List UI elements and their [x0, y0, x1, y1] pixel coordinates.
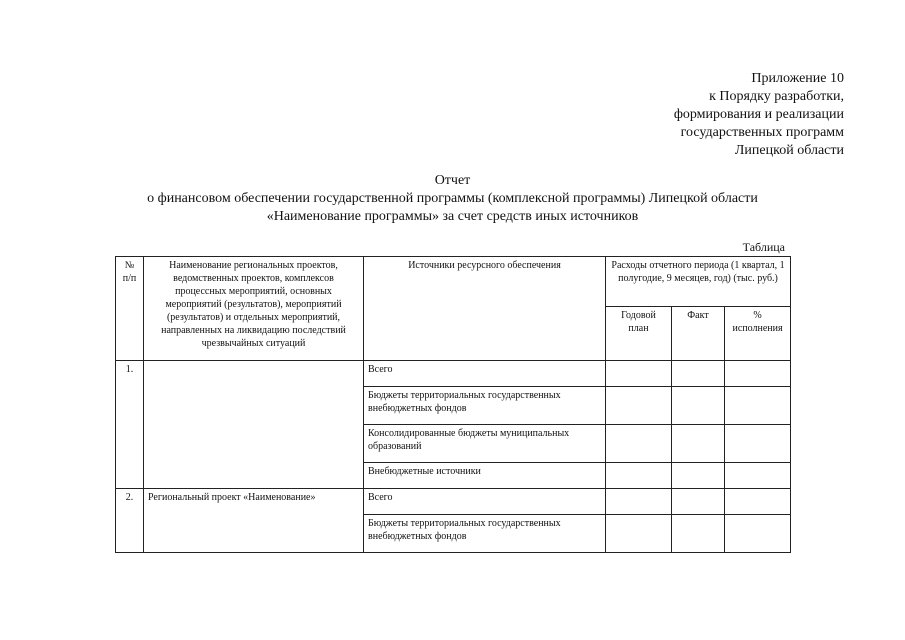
- report-title-line1: Отчет: [434, 173, 471, 188]
- cell-percent: [725, 361, 791, 387]
- cell-annual-plan: [606, 387, 672, 425]
- header-fact: Факт: [672, 307, 725, 361]
- header-percent: % исполнения: [725, 307, 791, 361]
- table-caption: Таблица: [742, 240, 785, 254]
- row-source: Всего: [364, 489, 606, 515]
- cell-annual-plan: [606, 425, 672, 463]
- header-sources: Источники ресурсного обеспечения: [364, 257, 606, 361]
- cell-percent: [725, 463, 791, 489]
- row-source: Бюджеты территориальных государственных внебюджетных фондов: [364, 387, 606, 425]
- header-num: № п/п: [116, 257, 144, 361]
- header-expenses: Расходы отчетного периода (1 квартал, 1 полугодие, 9 месяцев, год) (тыс. руб.): [606, 257, 791, 307]
- header-annual-plan: Годовой план: [606, 307, 672, 361]
- cell-annual-plan: [606, 463, 672, 489]
- appendix-line: Приложение 10: [751, 71, 844, 86]
- row-source: Консолидированные бюджеты муниципальных образований: [364, 425, 606, 463]
- appendix-block: [674, 70, 844, 160]
- row-num: 1.: [116, 361, 144, 489]
- appendix-line: государственных программ: [680, 125, 844, 140]
- cell-fact: [672, 425, 725, 463]
- row-source: Внебюджетные источники: [364, 463, 606, 489]
- table-row: [116, 361, 791, 387]
- appendix-line: к Порядку разработки,: [709, 89, 844, 104]
- cell-fact: [672, 489, 725, 515]
- appendix-line: Липецкой области: [734, 143, 844, 158]
- cell-annual-plan: [606, 361, 672, 387]
- header-row: [116, 257, 791, 307]
- cell-fact: [672, 463, 725, 489]
- row-num: 2.: [116, 489, 144, 553]
- appendix-line: формирования и реализации: [673, 107, 844, 122]
- cell-percent: [725, 387, 791, 425]
- cell-fact: [672, 387, 725, 425]
- cell-annual-plan: [606, 489, 672, 515]
- row-source: Бюджеты территориальных государственных внебюджетных фондов: [364, 515, 606, 553]
- cell-fact: [672, 361, 725, 387]
- cell-percent: [725, 515, 791, 553]
- row-name: Региональный проект «Наименование»: [144, 489, 364, 553]
- row-source: Всего: [364, 361, 606, 387]
- header-name: Наименование региональных проектов, ведомственных проектов, комплексов процессных мероприятий, основных мероприятий (результатов), мероприятий (результатов) и отдельных мероприятий, направленных на ликвидацию последствий чрезвычайных ситуаций: [144, 257, 364, 361]
- table-row: [116, 489, 791, 515]
- cell-annual-plan: [606, 515, 672, 553]
- row-name: [144, 361, 364, 489]
- cell-fact: [672, 515, 725, 553]
- report-table: [115, 256, 791, 553]
- report-title-line2: о финансовом обеспечении государственной программы (комплексной программы) Липецкой области: [147, 191, 758, 206]
- cell-percent: [725, 425, 791, 463]
- report-title-line3: «Наименование программы» за счет средств иных источников: [266, 209, 639, 224]
- report-title: [0, 172, 905, 226]
- cell-percent: [725, 489, 791, 515]
